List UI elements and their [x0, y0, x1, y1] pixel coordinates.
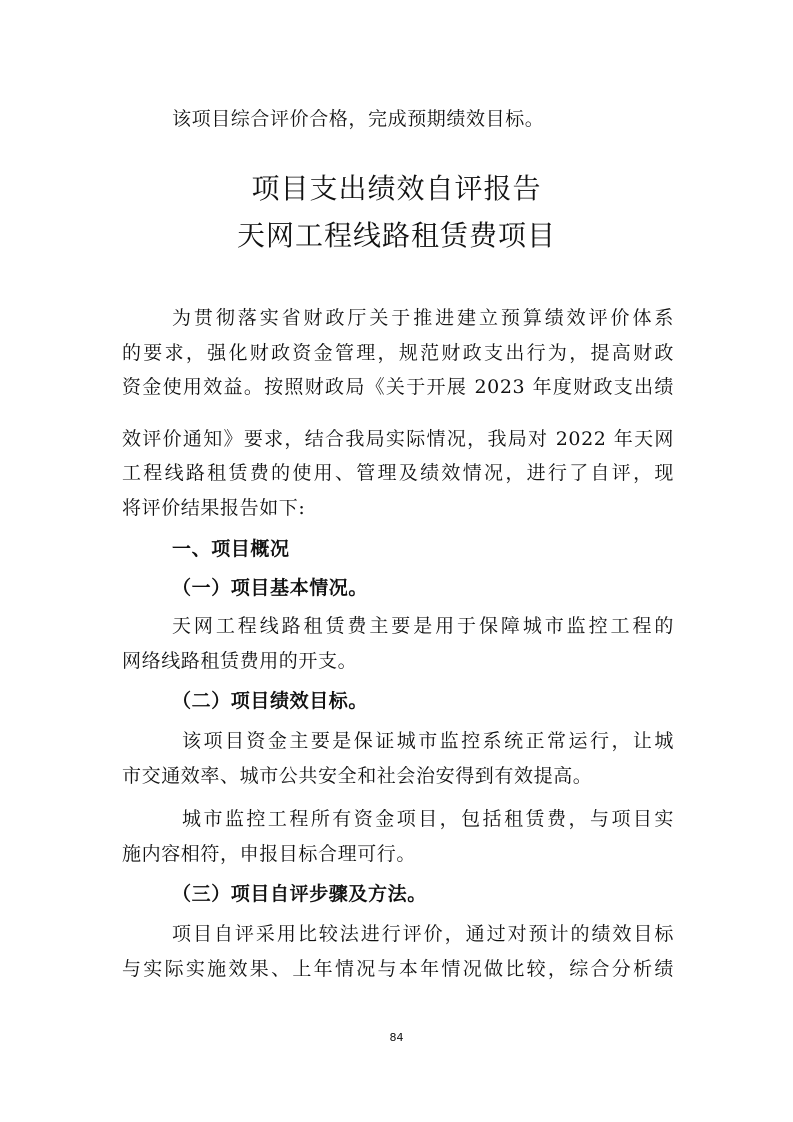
subsection-heading: （三）项目自评步骤及方法。	[172, 883, 427, 905]
body-line: 天网工程线路租赁费主要是用于保障城市监控工程的	[172, 615, 674, 637]
body-line: 项目自评采用比较法进行评价，通过对预计的绩效目标	[172, 923, 674, 945]
conclusion-line: 该项目综合评价合格，完成预期绩效目标。	[172, 108, 545, 130]
section-heading: 一、项目概况	[172, 538, 290, 560]
body-line: 市交通效率、城市公共安全和社会治安得到有效提高。	[122, 765, 593, 787]
body-line: 城市监控工程所有资金项目，包括租赁费，与项目实	[182, 808, 674, 830]
intro-line: 的要求，强化财政资金管理，规范财政支出行为，提高财政	[122, 342, 674, 364]
subsection-heading: （二）项目绩效目标。	[172, 690, 369, 712]
intro-line: 为贯彻落实省财政厅关于推进建立预算绩效评价体系	[172, 307, 674, 329]
subsection-heading: （一）项目基本情况。	[172, 577, 369, 599]
body-line: 该项目资金主要是保证城市监控系统正常运行，让城	[182, 730, 674, 752]
report-subtitle: 天网工程线路租赁费项目	[236, 219, 556, 252]
body-line: 与实际实施效果、上年情况与本年情况做比较，综合分析绩	[122, 958, 674, 980]
intro-line: 效评价通知》要求，结合我局实际情况，我局对 2022 年天网	[122, 428, 674, 450]
body-line: 施内容相符，申报目标合理可行。	[122, 843, 417, 865]
body-line: 网络线路租赁费用的开支。	[122, 650, 358, 672]
report-title: 项目支出绩效自评报告	[251, 172, 542, 205]
intro-line: 工程线路租赁费的使用、管理及绩效情况，进行了自评，现	[122, 462, 674, 484]
intro-line: 将评价结果报告如下:	[122, 497, 306, 519]
page-number: 84	[389, 1031, 404, 1044]
intro-line: 资金使用效益。按照财政局《关于开展 2023 年度财政支出绩	[122, 376, 674, 398]
